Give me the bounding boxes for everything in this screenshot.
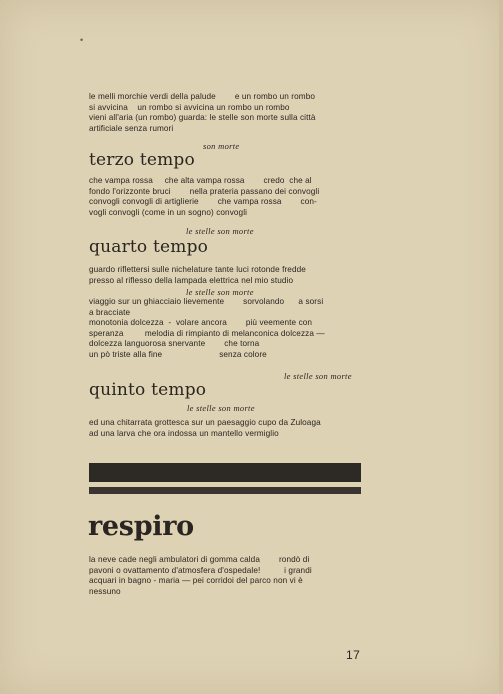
heading-quarto-tempo: quarto tempo bbox=[89, 237, 209, 257]
text-line: ed una chitarrata grottesca sur un paesaggio cupo da Zuloaga bbox=[89, 418, 321, 427]
refrain-stelle: le stelle son morte bbox=[187, 403, 255, 413]
refrain-son-morte: son morte bbox=[203, 141, 240, 151]
text-line: ad una larva che ora indossa un mantello vermiglio bbox=[89, 428, 279, 438]
heading-respiro: respiro bbox=[88, 511, 194, 542]
text-line: presso al riflesso della lampada elettrica nel mio studio bbox=[89, 275, 294, 285]
respiro-stanza bbox=[89, 555, 361, 597]
text-line: viaggio sur un ghiacciaio lievemente sorvolando a sorsi bbox=[89, 297, 324, 306]
intro-stanza bbox=[89, 92, 361, 134]
heading-terzo-tempo: terzo tempo bbox=[89, 150, 195, 170]
text-line: guardo riflettersi sulle nichelature tante luci rotonde fredde bbox=[89, 265, 306, 274]
text-line: fondo l'orizzonte bruci nella prateria passano dei convogli bbox=[89, 186, 320, 196]
refrain-stelle: le stelle son morte bbox=[186, 226, 254, 236]
quarto-stanza-2 bbox=[89, 297, 361, 360]
black-divider-bar bbox=[89, 463, 361, 482]
terzo-stanza bbox=[89, 176, 361, 218]
text-line: monotonia dolcezza - volare ancora più veemente con bbox=[89, 318, 313, 327]
text-line: dolcezza languorosa snervante che torna bbox=[89, 339, 260, 348]
heading-quinto-tempo: quinto tempo bbox=[89, 380, 207, 400]
text-line: si avvicina un rombo si avvicina un rombo un rombo bbox=[89, 102, 290, 112]
text-line: vogli convogli (come in un sogno) convogli bbox=[89, 207, 248, 217]
quinto-stanza bbox=[89, 418, 361, 439]
refrain-stelle: le stelle son morte bbox=[186, 287, 254, 297]
text-line: a bracciate bbox=[89, 307, 131, 317]
text-line: convogli convogli di artiglierie che vampa rossa con- bbox=[89, 197, 317, 206]
text-line: le melli morchie verdi della palude e un rombo un rombo bbox=[89, 92, 316, 101]
text-line: speranza melodia di rimpianto di melanconica dolcezza — bbox=[89, 328, 325, 338]
refrain-stelle: le stelle son morte bbox=[284, 371, 352, 381]
quarto-stanza-1 bbox=[89, 265, 361, 286]
text-line: nessuno bbox=[89, 586, 121, 596]
text-line: acquari in bagno - maria — pei corridoi del parco non vi è bbox=[89, 576, 303, 585]
page-edge bbox=[499, 0, 503, 694]
page-number: 17 bbox=[346, 648, 361, 662]
text-line: vieni all'aria (un rombo) guarda: le stelle son morte sulla città bbox=[89, 113, 316, 122]
text-line: un pò triste alla fine senza colore bbox=[89, 349, 267, 359]
text-line: artificiale senza rumori bbox=[89, 123, 174, 133]
text-line: la neve cade negli ambulatori di gomma calda rondò di bbox=[89, 555, 310, 564]
ink-speck: • bbox=[80, 35, 84, 45]
thin-divider-bar bbox=[89, 487, 361, 494]
text-line: pavoni o ovattamento d'atmosfera d'ospedale! i grandi bbox=[89, 565, 312, 575]
text-line: che vampa rossa che alta vampa rossa credo che al bbox=[89, 176, 312, 185]
